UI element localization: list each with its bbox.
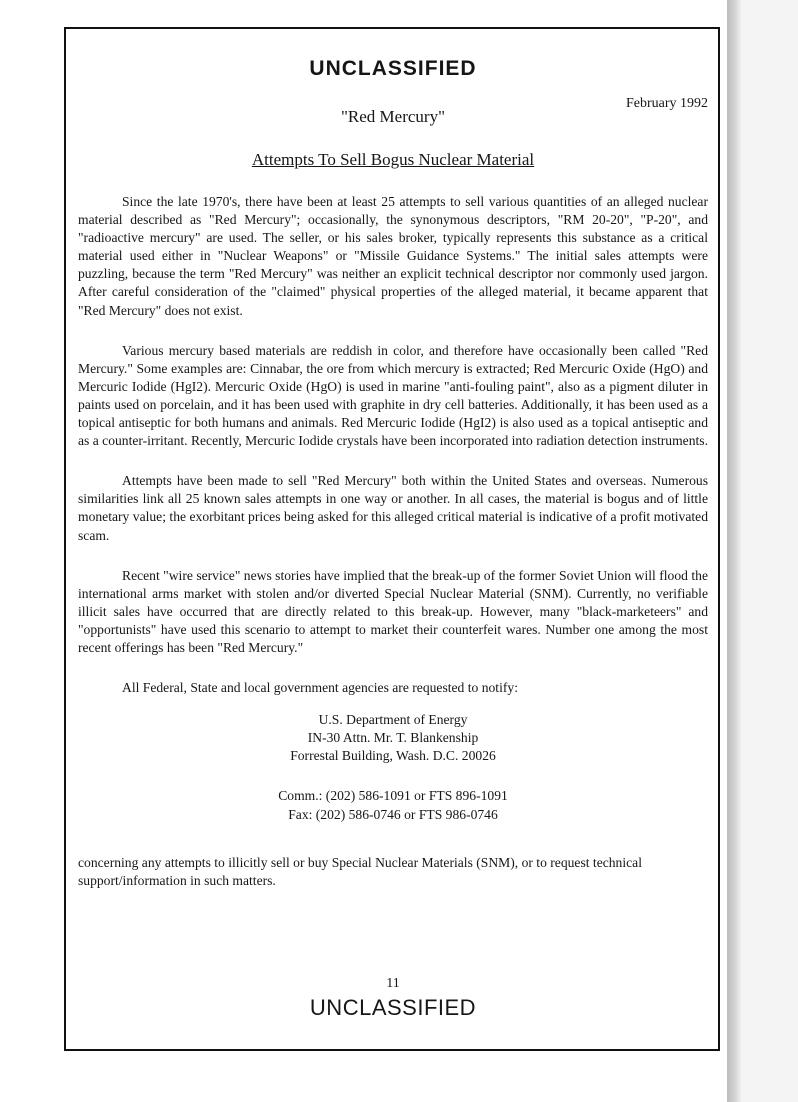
document-content bbox=[78, 29, 708, 1049]
address-line: U.S. Department of Energy bbox=[318, 712, 468, 728]
paragraph-sales-attempts: Attempts have been made to sell "Red Mercury" both within the United States and overseas. Numerous similarities link all 25 known sales attempts in one way or another. In all cases, the material is bogus and of little monetary value; the exorbitant prices being asked for this alleged critical material is indicative of a profit motivated scam. bbox=[78, 473, 708, 543]
address-line: IN-30 Attn. Mr. T. Blankenship bbox=[307, 730, 479, 746]
document-page bbox=[64, 27, 720, 1051]
document-date: February 1992 bbox=[625, 96, 708, 111]
paragraph-mercury-materials: Various mercury based materials are reddish in color, and therefore have occasionally been called "Red Mercury." Some examples are: Cinnabar, the ore from which mercury is extracted; Red Mercuric Oxide (HgO) and Mercuric Iodide (HgI2). Mercuric Oxide (HgO) is used in marine "anti-fouling paint", also as a pigment diluter in paints used on porcelain, and it has been used with graphite in dry cell batteries. Additionally, it has been used as a topical antiseptic for both humans and animals. Red Mercuric Iodide (HgI2) is also used as a topical antiseptic and as a counter-irritant. Recently, Mercuric Iodide crystals have been incorporated into radiation detection instruments. bbox=[78, 342, 708, 449]
document-subject: "Red Mercury" bbox=[340, 107, 446, 126]
scan-margin bbox=[741, 0, 798, 1102]
concerning-text: concerning any attempts to illicitly sell or buy Special Nuclear Materials (SNM), or to request technical support/information in such matters. bbox=[78, 854, 642, 888]
fax-number: Fax: (202) 586-0746 or FTS 986-0746 bbox=[288, 806, 498, 822]
classification-marking-top: UNCLASSIFIED bbox=[309, 57, 477, 80]
document-title: Attempts To Sell Bogus Nuclear Material bbox=[251, 150, 535, 169]
notification-request: All Federal, State and local government agencies are requested to notify: bbox=[122, 680, 518, 696]
classification-marking-bottom: UNCLASSIFIED bbox=[309, 995, 477, 1020]
scan-edge-shadow bbox=[727, 0, 741, 1102]
contact-numbers bbox=[78, 787, 708, 823]
paragraph-soviet-union: Recent "wire service" news stories have implied that the break-up of the former Soviet Union will flood the international arms market with stolen and/or diverted Special Nuclear Material (SNM). Currently, no verifiable illicit sales have occurred that are directly related to this break-up. However, many "black-marketeers" and "opportunists" have used this scenario to attempt to market their counterfeit wares. Number one among the most recent offerings has been "Red Mercury." bbox=[78, 567, 708, 655]
document-body bbox=[78, 193, 708, 890]
address-line: Forrestal Building, Wash. D.C. 20026 bbox=[290, 748, 496, 764]
paragraph-intro: Since the late 1970's, there have been at least 25 attempts to sell various quantities of an alleged nuclear material described as "Red Mercury"; occasionally, the synonymous descriptors, "RM 20-20", "P-20", and "radioactive mercury" are used. The seller, or his sales broker, typically represents this substance as a critical material used either in "Nuclear Weapons" or "Missile Guidance Systems." The initial sales attempts were puzzling, because the term "Red Mercury" was neither an explicit technical descriptor nor commonly used jargon. After careful consideration of the "claimed" physical properties of the alleged material, it became apparent that "Red Mercury" does not exist. bbox=[78, 194, 708, 318]
contact-address bbox=[78, 711, 708, 765]
phone-number: Comm.: (202) 586-1091 or FTS 896-1091 bbox=[278, 788, 508, 804]
page-number: 11 bbox=[386, 976, 400, 991]
